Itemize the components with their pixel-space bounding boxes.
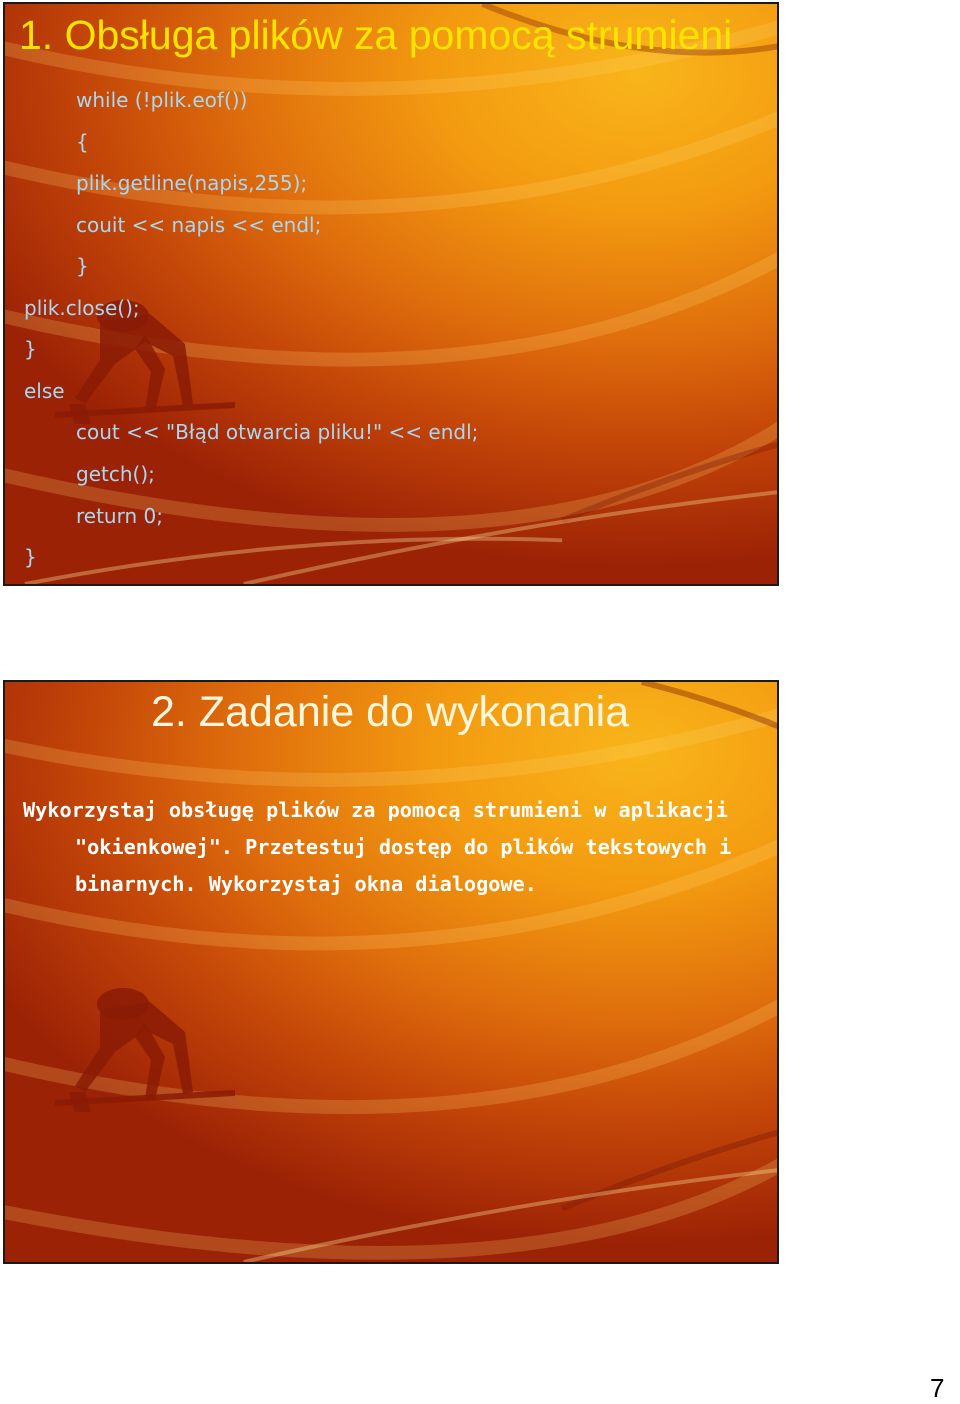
slide-2-title: 2. Zadanie do wykonania [151,688,630,736]
task-description: Wykorzystaj obsługę plików za pomocą strumieni w aplikacji "okienkowej". Przetestuj dostęp do plików tekstowych i binarnych. Wykorzystaj okna dialogowe. [23,798,732,896]
code-line: couit << napis << endl; [76,213,322,237]
page-number: 7 [930,1373,945,1403]
code-line: } [24,337,37,361]
slide-2 [3,680,779,1264]
code-line: cout << "Błąd otwarcia pliku!" << endl; [76,420,479,444]
code-line: plik.getline(napis,255); [76,171,308,195]
code-line: else [24,379,65,403]
slide-1 [3,2,779,586]
code-line: return 0; [76,504,163,528]
code-line: while (!plik.eof()) [76,88,248,112]
code-line: { [76,130,89,154]
slide-1-title: 1. Obsługa plików za pomocą strumieni [19,12,733,58]
code-line: getch(); [76,462,155,486]
runner-icon [45,982,245,1122]
running-track-lines [5,682,777,1262]
code-line: } [24,545,37,569]
code-line: plik.close(); [24,296,140,320]
code-line: } [76,254,89,278]
